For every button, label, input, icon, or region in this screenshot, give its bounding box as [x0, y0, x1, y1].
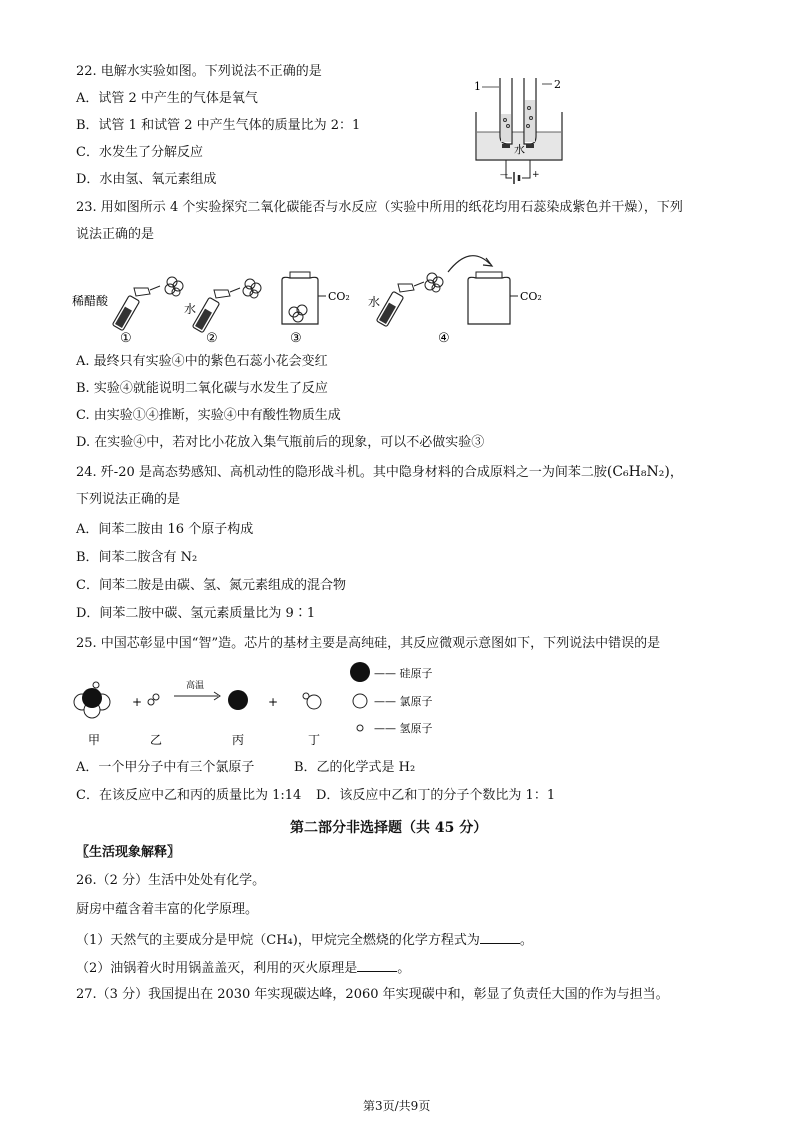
q23-option-d: D. 在实验④中，若对比小花放入集气瓶前后的现象，可以不必做实验③: [76, 435, 485, 450]
q25-option-c: C．在该反应中乙和丙的质量比为 1:14: [76, 788, 302, 803]
q26-item1: [76, 931, 533, 949]
name-jia: 甲: [88, 733, 101, 747]
exp4-flower: [425, 273, 443, 292]
q26-item2: [76, 959, 410, 977]
q24-option-d: D．间苯二胺中碳、氢元素质量比为 9∶1: [76, 606, 316, 621]
exp4-water-label: 水: [368, 295, 381, 309]
exp2-number: ②: [206, 331, 218, 346]
q24-stem-line2: 下列说法正确的是: [76, 492, 181, 507]
q22-option-b: B．试管 1 和试管 2 中产生气体的质量比为 2：1: [76, 118, 361, 133]
legend-cl: —— 氯原子: [374, 695, 433, 708]
exp4-number: ④: [438, 331, 450, 346]
exp4-arrow-icon: [448, 256, 490, 272]
molecule-ding: [303, 693, 321, 709]
molecule-bing: [228, 690, 248, 710]
exp2-flower: [243, 279, 261, 298]
q24-option-b: B．间苯二胺含有 N₂: [76, 550, 198, 565]
molecule-yi: [148, 694, 159, 705]
q22-option-c: C．水发生了分解反应: [76, 145, 203, 160]
q24-stem-comma: ，: [669, 465, 683, 480]
exp2-water-label: 水: [184, 302, 197, 316]
tube-2-label: 2: [554, 78, 561, 91]
q24-formula: (C₆H₈N₂): [606, 464, 670, 480]
name-yi: 乙: [150, 733, 163, 747]
plus-2: +: [268, 695, 279, 709]
q26-stem: 26.（2 分）生活中处处有化学。: [76, 873, 266, 888]
q24-stem-line1: [76, 464, 683, 481]
exp1-acid-label: 稀醋酸: [72, 294, 109, 308]
q24-stem-text: 24. 歼-20 是高态势感知、高机动性的隐形战斗机。其中隐身材料的合成原料之一为间苯二胺: [76, 465, 607, 480]
q25-option-d: D．该反应中乙和丁的分子个数比为 1：1: [316, 788, 556, 803]
molecule-jia: [74, 682, 110, 718]
exp4-sprayer: [376, 282, 424, 327]
q25-option-a: A．一个甲分子中有三个氯原子: [76, 760, 255, 775]
q26-item2-blank[interactable]: [357, 959, 397, 972]
battery-plus-label: +: [532, 170, 540, 180]
q26-subtext: 厨房中蕴含着丰富的化学原理。: [76, 902, 259, 917]
exp4-bottle: [468, 272, 518, 324]
legend-si-marker: [350, 662, 370, 682]
q26-item1-text: （1）天然气的主要成分是甲烷（CH₄)，甲烷完全燃烧的化学方程式为: [76, 933, 480, 948]
q26-item1-end: 。: [519, 933, 533, 948]
battery-minus-label: —: [500, 170, 508, 179]
electrolysis-diagram: [462, 74, 572, 190]
q27-stem: 27.（3 分）我国提出在 2030 年实现碳达峰，2060 年实现碳中和，彰显了负责任大国的作为与担当。: [76, 987, 669, 1002]
arrow-condition: 高温: [186, 681, 205, 691]
tube-1-label: 1: [474, 80, 481, 93]
q23-option-b: B. 实验④就能说明二氧化碳与水发生了反应: [76, 381, 328, 396]
q23-stem-line1: 23. 用如图所示 4 个实验探究二氧化碳能否与水反应（实验中所用的纸花均用石蕊染成紫色并干燥），下列: [76, 200, 683, 215]
q25-stem: 25. 中国芯彰显中国“智”造。芯片的基材主要是高纯硅，其反应微观示意图如下，下列说法中错误的是: [76, 636, 661, 651]
legend-si: —— 硅原子: [374, 667, 433, 680]
q26-item2-text: （2）油锅着火时用锅盖盖灭，利用的灭火原理是: [76, 961, 358, 976]
exp3-bottle: [282, 272, 326, 324]
q22-option-a: A．试管 2 中产生的气体是氧气: [76, 91, 258, 106]
water-label: 水: [514, 143, 525, 156]
q26-item2-end: 。: [397, 961, 411, 976]
exp3-co2-label: CO₂: [328, 290, 350, 303]
co2-experiments-figure: [72, 250, 552, 346]
legend-h-marker: [357, 725, 363, 731]
q23-stem-line2: 说法正确的是: [76, 227, 155, 242]
exp1-number: ①: [120, 331, 132, 346]
exp3-number: ③: [290, 331, 302, 346]
legend-h: —— 氢原子: [374, 722, 433, 735]
q25-option-b: B．乙的化学式是 H₂: [294, 760, 416, 775]
reaction-micro-diagram: [68, 660, 488, 754]
name-bing: 丙: [232, 733, 245, 747]
q22-option-d: D．水由氢、氧元素组成: [76, 172, 217, 187]
legend-cl-marker: [353, 694, 367, 708]
q23-option-a: A. 最终只有实验④中的紫色石蕊小花会变红: [76, 354, 328, 369]
q22-stem: 22. 电解水实验如图。下列说法不正确的是: [76, 64, 322, 79]
exp2-sprayer: [192, 288, 240, 333]
section-label: 〖生活现象解释〗: [76, 845, 181, 860]
name-ding: 丁: [308, 733, 321, 747]
q24-option-c: C．间苯二胺是由碳、氢、氮元素组成的混合物: [76, 578, 346, 593]
q23-option-c: C. 由实验①④推断，实验④中有酸性物质生成: [76, 408, 341, 423]
plus-1: +: [132, 695, 143, 709]
exp1-sprayer: [112, 286, 160, 331]
part2-title: 第二部分非选择题（共 45 分）: [290, 820, 488, 836]
exp1-flower: [165, 277, 183, 296]
q24-option-a: A．间苯二胺由 16 个原子构成: [76, 522, 254, 537]
exp4-co2-label: CO₂: [520, 290, 542, 303]
page-number: 第3页/共9页: [363, 1099, 431, 1113]
q26-item1-blank[interactable]: [480, 931, 520, 944]
